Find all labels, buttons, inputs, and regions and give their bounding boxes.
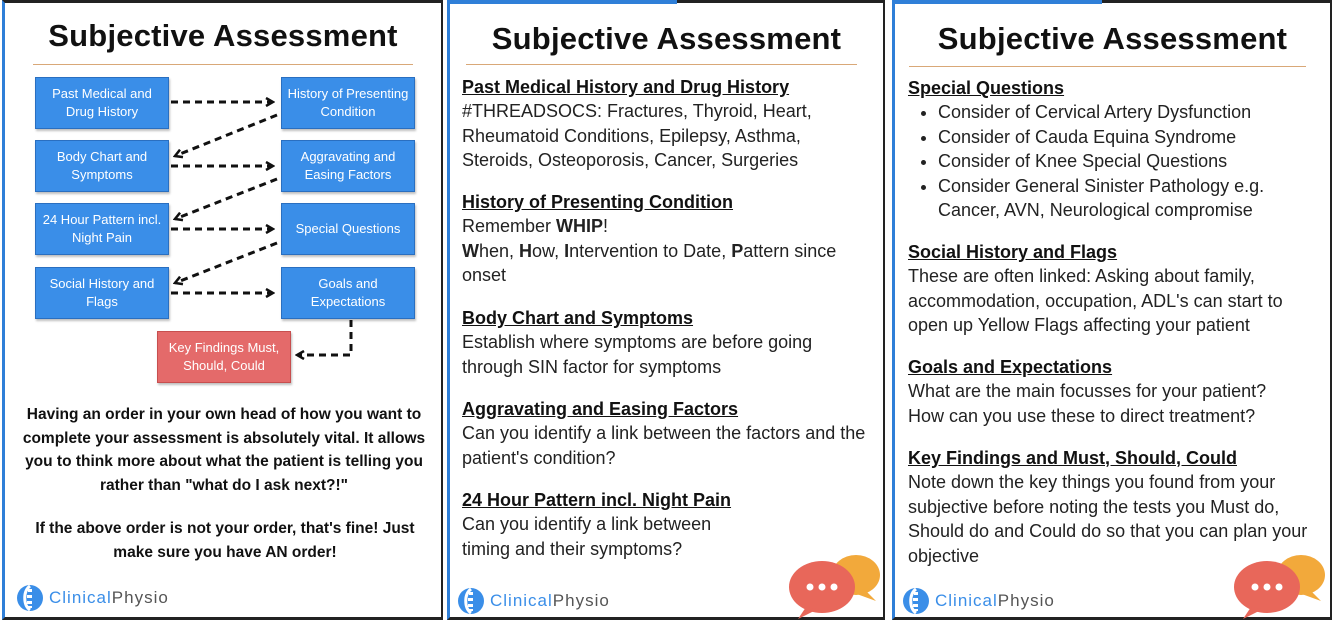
list-item: • Consider of Cauda Equina Syndrome — [938, 125, 1320, 150]
special-questions-list — [908, 100, 1320, 223]
logo-word-clinical: Clinical — [49, 588, 112, 607]
panel-2 — [447, 0, 885, 620]
section-text — [908, 379, 1320, 428]
section-heading: 24 Hour Pattern incl. Night Pain — [462, 490, 732, 510]
section-goals — [908, 355, 1320, 428]
text-run-bold: I — [564, 240, 570, 261]
panel-3-title: Subjective Assessment — [937, 21, 1288, 56]
clinicalphysio-logo — [456, 586, 610, 616]
logo-word-clinical: Clinical — [935, 591, 998, 610]
text-run-bold: P — [731, 240, 744, 261]
section-text — [462, 214, 869, 239]
spine-logo-icon — [15, 583, 45, 613]
spine-logo-icon — [901, 586, 931, 616]
title-divider — [466, 64, 857, 65]
arrow-diag-2 — [175, 179, 277, 219]
panel-1-title: Subjective Assessment — [48, 18, 398, 53]
logo-wordmark — [490, 591, 610, 611]
clinicalphysio-logo — [901, 586, 1055, 616]
section-text: Establish where symptoms are before going through SIN factor for symptoms — [462, 332, 813, 377]
speech-bubbles-icon — [784, 549, 884, 619]
flow-box-goals: Goals and Expectations — [281, 267, 415, 319]
section-special-questions — [908, 76, 1320, 223]
section-heading: Body Chart and Symptoms — [462, 308, 694, 328]
flow-box-history-presenting: History of Presenting Condition — [281, 77, 415, 129]
section-text: Can you identify a link between the factors and the patient's condition? — [462, 423, 866, 468]
text-run: ! — [603, 216, 609, 236]
text-line: What are the main focusses for your patient? — [908, 381, 1267, 401]
flow-box-social: Social History and Flags — [35, 267, 169, 319]
speech-bubbles-icon — [1229, 549, 1329, 619]
panel-3 — [892, 0, 1332, 620]
spine-logo-icon — [456, 586, 486, 616]
section-heading: History of Presenting Condition — [462, 192, 734, 212]
section-heading: Key Findings and Must, Should, Could — [908, 448, 1237, 468]
logo-wordmark — [49, 588, 169, 608]
intro-paragraph: Having an order in your own head of how you want to complete your assessment is absolutely vital. It allows you to think more about what the patient is telling you rather than "what do I ask next?!" — [22, 406, 426, 494]
logo-word-physio: Physio — [552, 591, 610, 610]
text-run: ow, — [532, 240, 565, 261]
text-run: ntervention to Date, — [569, 240, 732, 261]
logo-word-clinical: Clinical — [490, 591, 553, 610]
arrow-diag-1 — [175, 115, 277, 156]
logo-word-physio: Physio — [997, 591, 1055, 610]
section-past-medical — [462, 75, 869, 173]
flow-box-body-chart: Body Chart and Symptoms — [35, 140, 169, 192]
section-history-presenting — [462, 190, 869, 288]
flow-box-special: Special Questions — [281, 203, 415, 255]
panel-2-title: Subjective Assessment — [491, 21, 842, 56]
text-run: hen, — [479, 240, 520, 261]
text-line: Can you identify a link between — [462, 514, 712, 534]
section-text: #THREADSOCS: Fractures, Thyroid, Heart, Rheumatoid Conditions, Epilepsy, Asthma, Steroids, Osteoporosis, Cancer, Surgeries — [462, 101, 812, 170]
flow-box-24-hour: 24 Hour Pattern incl. Night Pain — [35, 203, 169, 255]
text-run-bold: W — [462, 240, 479, 261]
list-item: • Consider of Cervical Artery Dysfunction — [938, 100, 1320, 125]
title-divider — [909, 66, 1306, 67]
list-item: • Consider of Knee Special Questions — [938, 149, 1320, 174]
section-text: Note down the key things you found from your subjective before noting the tests you Must do, Should do and Could do so that you can plan your objective — [908, 472, 1308, 566]
text-run: attern since onset — [462, 240, 837, 285]
section-heading: Social History and Flags — [908, 242, 1118, 262]
logo-wordmark — [935, 591, 1055, 611]
section-heading: Past Medical History and Drug History — [462, 77, 790, 97]
order-paragraph: If the above order is not your order, that's fine! Just make sure you have AN order! — [35, 520, 415, 561]
logo-word-physio: Physio — [111, 588, 169, 607]
flow-box-past-medical: Past Medical and Drug History — [35, 77, 169, 129]
text-run-bold: WHIP — [556, 216, 604, 236]
section-heading: Special Questions — [908, 78, 1065, 98]
section-text — [462, 239, 869, 288]
section-heading: Aggravating and Easing Factors — [462, 399, 739, 419]
clinicalphysio-logo — [15, 583, 169, 613]
arrow-diag-3 — [175, 243, 277, 283]
text-line: How can you use these to direct treatment? — [908, 405, 1256, 426]
flow-box-aggravating: Aggravating and Easing Factors — [281, 140, 415, 192]
section-text: These are often linked: Asking about family, accommodation, occupation, ADL's can start to open up Yellow Flags affecting your patient — [908, 266, 1283, 335]
panel-1 — [2, 0, 443, 620]
flow-box-key-findings: Key Findings Must, Should, Could — [157, 331, 291, 383]
section-heading: Goals and Expectations — [908, 357, 1113, 377]
section-aggravating — [462, 397, 869, 470]
text-run-bold: H — [519, 240, 533, 261]
text-run: Remember — [462, 216, 557, 236]
text-line: timing and their symptoms? — [462, 538, 683, 559]
section-social-history — [908, 240, 1320, 338]
arrow-elbow — [297, 320, 351, 355]
section-body-chart — [462, 306, 869, 379]
list-item: • Consider General Sinister Pathology e.g. Cancer, AVN, Neurological compromise — [938, 174, 1320, 223]
